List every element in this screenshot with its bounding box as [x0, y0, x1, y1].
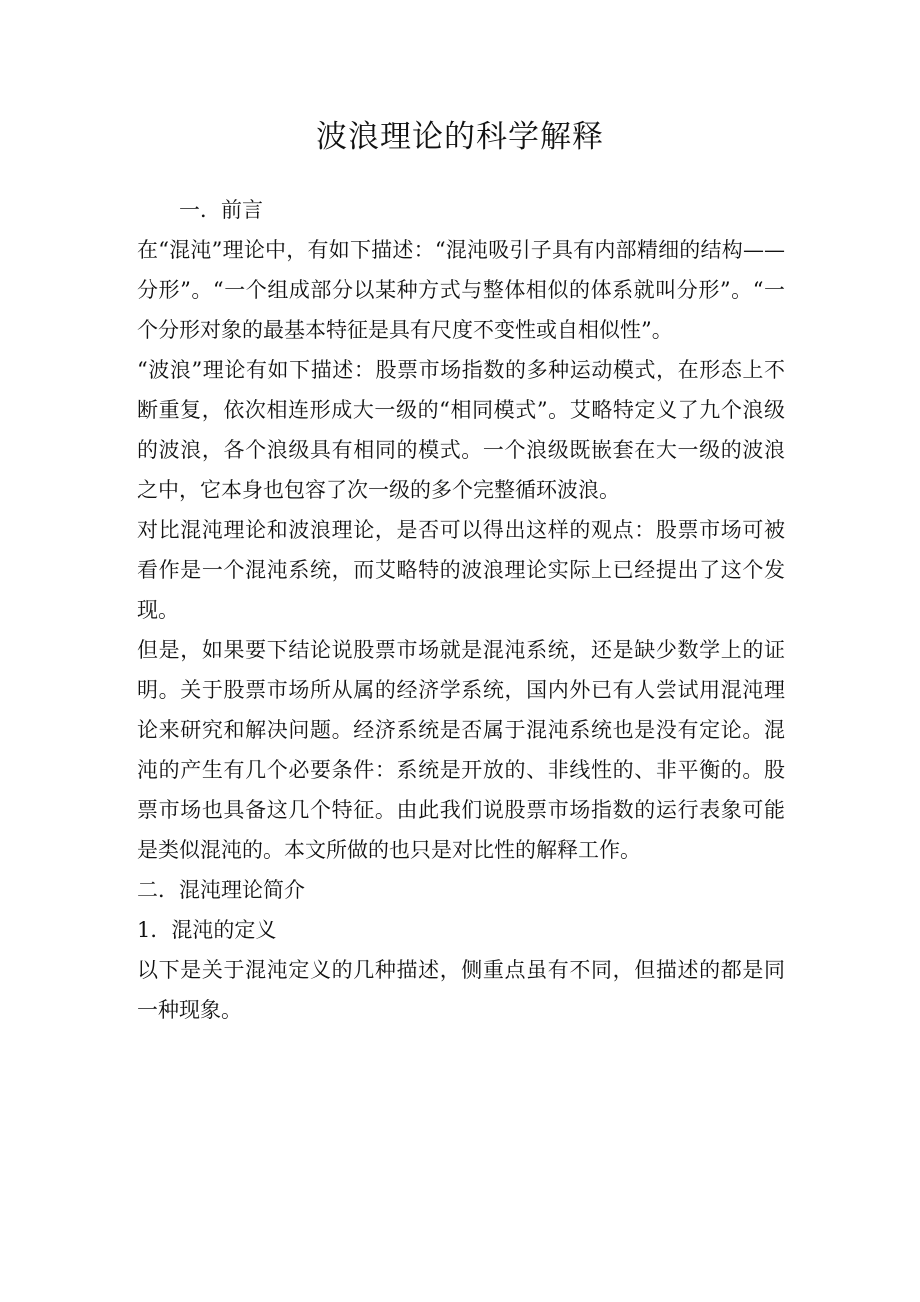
paragraph-chaos-fractal: 在“混沌”理论中，有如下描述：“混沌吸引子具有内部精细的结构——分形”。“一个组成部分以某种方式与整体相似的体系就叫分形”。“一个分形对象的最基本特征是具有尺度不变性或自相似性”。	[137, 238, 785, 342]
subsection-heading-chaos-definition: 1．混沌的定义	[137, 918, 277, 942]
paragraph-comparison: 对比混沌理论和波浪理论，是否可以得出这样的观点：股票市场可被看作是一个混沌系统，而艾略特的波浪理论实际上已经提出了这个发现。	[137, 518, 785, 622]
section-heading-chaos-intro: 二．混沌理论简介	[137, 878, 305, 902]
document-title: 波浪理论的科学解释	[316, 119, 604, 155]
paragraph-conclusion: 但是，如果要下结论说股票市场就是混沌系统，还是缺少数学上的证明。关于股票市场所从属的经济学系统，国内外已有人尝试用混沌理论来研究和解决问题。经济系统是否属于混沌系统也是没有定论。混沌的产生有几个必要条件：系统是开放的、非线性的、非平衡的。股票市场也具备这几个特征。由此我们说股票市场指数的运行表象可能是类似混沌的。本文所做的也只是对比性的解释工作。	[137, 638, 785, 862]
paragraph-wave-theory: “波浪”理论有如下描述：股票市场指数的多种运动模式，在形态上不断重复，依次相连形成大一级的“相同模式”。艾略特定义了九个浪级的波浪，各个浪级具有相同的模式。一个浪级既嵌套在大一级的波浪之中，它本身也包容了次一级的多个完整循环波浪。	[137, 358, 785, 502]
document-body	[137, 190, 785, 1030]
paragraph-definitions-intro: 以下是关于混沌定义的几种描述，侧重点虽有不同，但描述的都是同一种现象。	[137, 958, 785, 1022]
section-heading-foreword: 一．前言	[179, 198, 263, 222]
